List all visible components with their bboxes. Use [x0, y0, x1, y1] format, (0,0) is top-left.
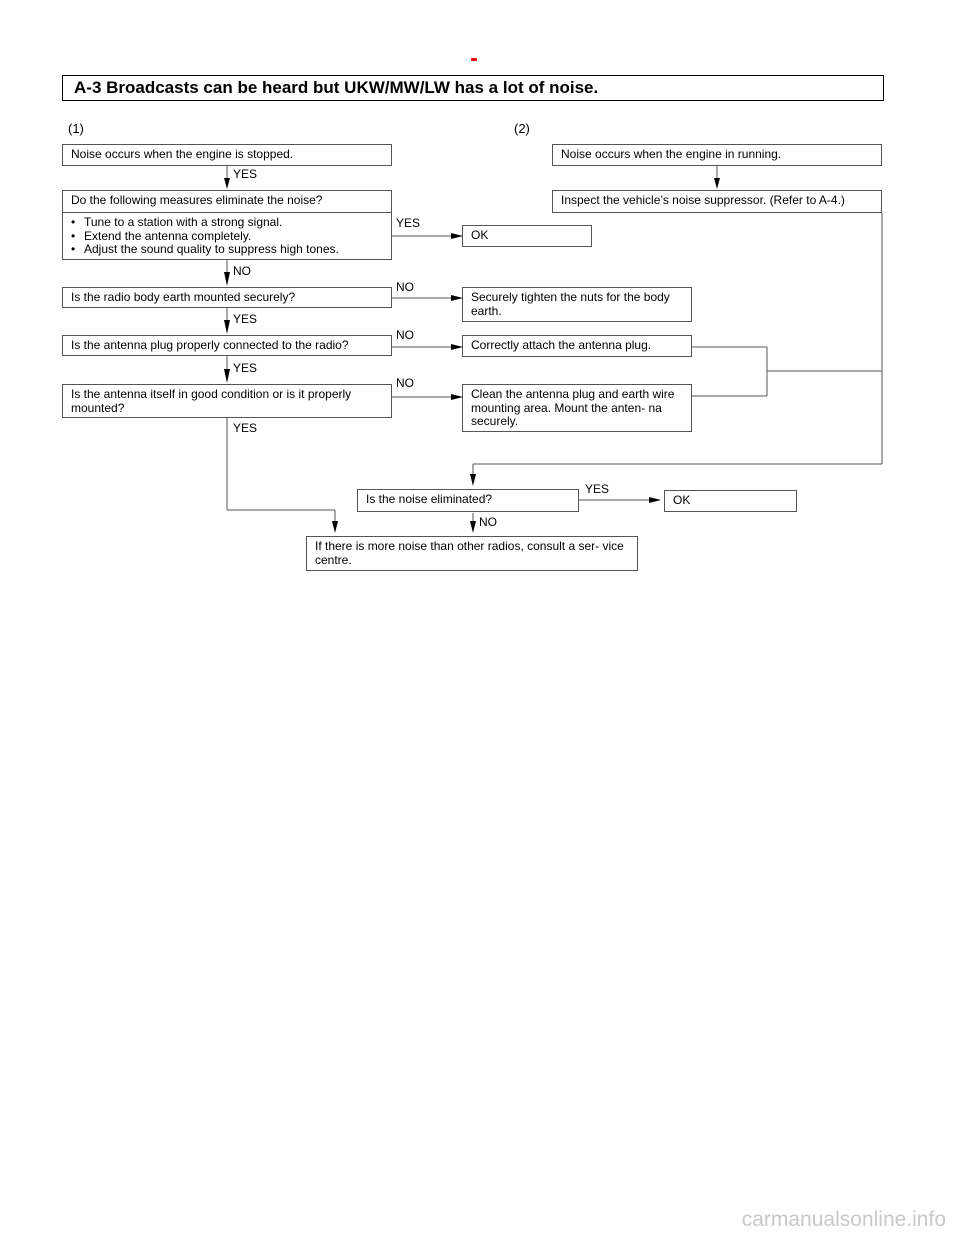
yes-label: YES	[233, 312, 258, 326]
measures-item: • Adjust the sound quality to suppress high tones.	[71, 243, 383, 257]
yes-label: YES	[233, 361, 258, 375]
ok-box-2: OK	[664, 490, 797, 512]
column-label-2: (2)	[514, 121, 530, 136]
antenna-condition-fix-box: Clean the antenna plug and earth wire mounting area. Mount the anten- na securely.	[462, 384, 692, 432]
measures-item: • Extend the antenna completely.	[71, 230, 383, 244]
no-label: NO	[396, 328, 414, 342]
measures-item: • Tune to a station with a strong signal.	[71, 216, 383, 230]
measures-question-box	[62, 190, 392, 260]
no-label: NO	[479, 515, 497, 529]
yes-label: YES	[233, 167, 258, 181]
measures-question: Do the following measures eliminate the noise?	[63, 191, 391, 213]
antenna-condition-question-box: Is the antenna itself in good condition or is it properly mounted?	[62, 384, 392, 418]
consult-service-box: If there is more noise than other radios, consult a ser- vice centre.	[306, 536, 638, 571]
ok-box-1: OK	[462, 225, 592, 247]
yes-label: YES	[585, 482, 610, 496]
body-earth-question-box: Is the radio body earth mounted securely?	[62, 287, 392, 308]
noise-eliminated-question-box: Is the noise eliminated?	[357, 489, 579, 512]
antenna-plug-fix-box: Correctly attach the antenna plug.	[462, 335, 692, 357]
body-earth-fix-box: Securely tighten the nuts for the body earth.	[462, 287, 692, 322]
engine-running-box: Noise occurs when the engine in running.	[552, 144, 882, 166]
yes-label: YES	[233, 421, 258, 435]
engine-stopped-box: Noise occurs when the engine is stopped.	[62, 144, 392, 166]
no-label: NO	[396, 280, 414, 294]
measures-list	[63, 213, 391, 260]
yes-label: YES	[396, 216, 421, 230]
watermark: carmanualsonline.info	[741, 1208, 946, 1231]
no-label: NO	[396, 376, 414, 390]
no-label: NO	[233, 264, 251, 278]
noise-suppressor-box: Inspect the vehicle’s noise suppressor. (Refer to A-4.)	[552, 190, 882, 213]
antenna-plug-question-box: Is the antenna plug properly connected to the radio?	[62, 335, 392, 356]
page-title: A-3 Broadcasts can be heard but UKW/MW/LW has a lot of noise.	[62, 75, 884, 101]
column-label-1: (1)	[68, 121, 84, 136]
